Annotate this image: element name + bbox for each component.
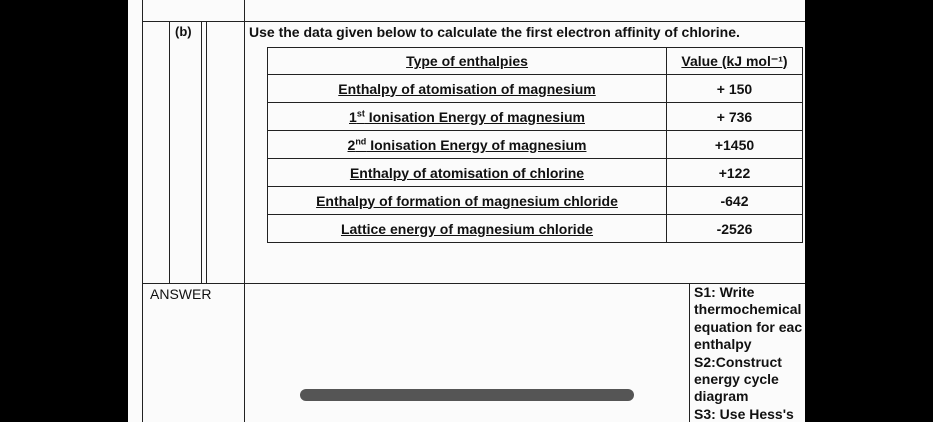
header-type: Type of enthalpies [268, 48, 667, 75]
left-border-line [142, 0, 143, 422]
enthalpy-data-table [267, 47, 803, 243]
row-label: Enthalpy of formation of magnesium chloride [268, 187, 667, 215]
row-label: Enthalpy of atomisation of chlorine [268, 159, 667, 187]
horizontal-scrollbar[interactable] [300, 389, 634, 401]
question-column-line [244, 0, 245, 422]
hint-steps [694, 284, 805, 422]
hint-line: energy cycle [694, 371, 779, 388]
hint-column-line [689, 283, 690, 422]
row-value: +122 [667, 159, 803, 187]
hint-line: S2:Construct [694, 353, 782, 370]
row-label: Lattice energy of magnesium chloride [268, 215, 667, 243]
row-label: Enthalpy of atomisation of magnesium [268, 75, 667, 103]
row-value: + 150 [667, 75, 803, 103]
hint-line: S3: Use Hess's [694, 405, 794, 422]
table-row [268, 187, 803, 215]
hint-line: thermochemical [694, 301, 802, 318]
part-column-line-1 [201, 21, 202, 283]
top-border-line [142, 21, 805, 22]
hint-line: S1: Write [694, 284, 755, 300]
row-value: + 736 [667, 103, 803, 131]
table-header-row [268, 48, 803, 75]
table-row [268, 215, 803, 243]
row-value: -2526 [667, 215, 803, 243]
table-row [268, 159, 803, 187]
question-text: Use the data given below to calculate the first electron affinity of chlorine. [249, 24, 740, 40]
part-column-line-2 [206, 21, 207, 283]
answer-label: ANSWER [150, 286, 212, 302]
row-label: 2nd Ionisation Energy of magnesium [268, 131, 667, 159]
row-label: 1st Ionisation Energy of magnesium [268, 103, 667, 131]
hint-line: enthalpy [694, 336, 752, 353]
number-column-line [169, 21, 170, 283]
table-row [268, 75, 803, 103]
header-value: Value (kJ mol⁻¹) [667, 48, 803, 75]
hint-line: diagram [694, 388, 749, 405]
table-row [268, 131, 803, 159]
document-page [128, 0, 805, 422]
row-value: -642 [667, 187, 803, 215]
table-row [268, 103, 803, 131]
hint-line: equation for eac [694, 318, 803, 335]
row-value: +1450 [667, 131, 803, 159]
part-label: (b) [175, 24, 192, 39]
